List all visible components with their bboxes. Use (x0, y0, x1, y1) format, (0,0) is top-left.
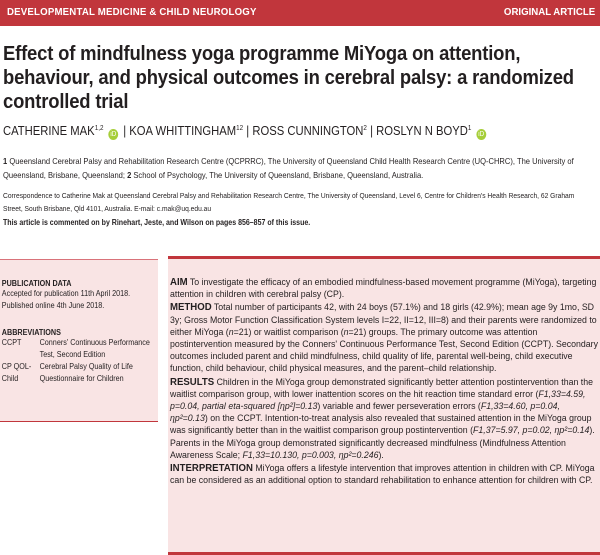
author-separator: | (246, 124, 250, 138)
method-n: n (228, 326, 234, 338)
results-text: ). (378, 449, 384, 461)
affiliation-text: Queensland Cerebral Palsy and Rehabilitation Research Centre (QCPRRC), The University of Queensland Child Health Research Centre (UQ-CHRC), The University of Queensland, Brisbane, Queensland; (3, 156, 574, 180)
method-text: =21) groups. The primary outcome was attention postintervention measured by the Conners' Continuous Performance Test, Second Edition (CCPT). Secondary outcomes included parent and child mindfulness, child quality of life, parental well-being, child executive function, child behaviour, child physical measures, and the parent–child relationship. (170, 326, 598, 375)
statistic: F1,33=10.130, p=0.003, ηp²=0.246 (242, 449, 379, 461)
abbreviations-heading: ABBREVIATIONS (1, 328, 61, 337)
abbreviation-value: Cerebral Palsy Quality of Life Questionnaire for Children (39, 362, 133, 383)
abstract-box (168, 256, 600, 555)
interpretation-text: MiYoga offers a lifestyle intervention that improves attention in children with CP. MiYoga can be considered as an additional option to standard rehabilitation to enhance attention for children with CP. (170, 463, 595, 487)
abstract-aim (170, 276, 600, 301)
aim-text: To investigate the efficacy of an embodied mindfulness-based movement programme (MiYoga), targeting attention in children with cerebral palsy (CP). (170, 277, 597, 301)
author-affiliation-mark: 1,2 (94, 125, 104, 132)
commentary-note: This article is commented on by Rinehart, Jeste, and Wilson on pages 856–857 of this issue. (3, 218, 311, 227)
abstract-method (170, 301, 600, 375)
publication-data-heading: PUBLICATION DATA (1, 279, 72, 288)
abbreviation-value: Conners' Continuous Performance Test, Second Edition (39, 338, 150, 359)
results-text: ) variable and fewer perseveration errors ( (317, 401, 481, 413)
affiliation-number: 1 (3, 156, 8, 166)
author-list (3, 124, 488, 140)
method-text: =21) or waitlist comparison ( (233, 326, 344, 338)
journal-header-bar (0, 0, 600, 26)
author-name[interactable]: CATHERINE MAK (3, 124, 95, 138)
accepted-date: Accepted for publication 11th April 2018. (1, 289, 131, 298)
abstract-text (170, 276, 600, 487)
affiliations (3, 154, 582, 182)
abbreviation-row (2, 337, 160, 361)
abstract-results (170, 376, 600, 462)
orcid-icon[interactable]: iD (110, 131, 117, 138)
statistic: F1,33=4.60, p=0.04, ηp²=0.13 (170, 401, 560, 425)
author-affiliation-mark: 2 (363, 125, 367, 132)
author-name[interactable]: ROSLYN N BOYD (376, 124, 468, 138)
results-text: Children in the MiYoga group demonstrated significantly better attention postintervention than the waitlist comparison group, with lower inattention scores on the hit reaction time standard error ( (170, 376, 593, 400)
title-line-2: behaviour, and physical outcomes in cerebral palsy: a randomized (3, 66, 574, 89)
statistic: F1,33=4.59, p=0.04, partial eta-squared [ηp²]=0.13 (170, 388, 586, 413)
author-affiliation-mark: 1 (467, 125, 472, 132)
author-separator: | (123, 124, 127, 138)
abstract-interpretation (170, 462, 600, 487)
statistic: F1,37=5.97, p=0.02, ηp²=0.14 (473, 425, 590, 437)
method-n: n (343, 326, 349, 338)
aim-label: AIM (170, 276, 188, 288)
published-date: Published online 4th June 2018. (1, 301, 105, 310)
correspondence: Correspondence to Catherine Mak at Queensland Cerebral Palsy and Rehabilitation Research Centre, The University of Queensland, Level 6, Centre for Children's Health Research, 62 Graham Street, South Brisbane, Qld 4101, Australia. E-mail: c.mak@uq.edu.au (3, 191, 575, 213)
affiliation-text: School of Psychology, The University of Queensland, Brisbane, Queensland, Australia. (131, 170, 424, 180)
orcid-icon[interactable]: iD (478, 131, 485, 138)
interpretation-label: INTERPRETATION (170, 462, 253, 475)
results-text: ) on the CCPT. Intention-to-treat analysis also revealed that sustained attention in the MiYoga group was significantly better than in the waitlist comparison group postintervention ( (170, 413, 592, 437)
author-separator: | (370, 124, 373, 138)
abbreviation-row (2, 361, 160, 385)
article-title (3, 42, 574, 114)
affiliation-number: 2 (127, 170, 132, 180)
journal-name: DEVELOPMENTAL MEDICINE & CHILD NEUROLOGY (7, 6, 257, 18)
author-name[interactable]: ROSS CUNNINGTON (252, 124, 364, 138)
method-label: METHOD (170, 301, 212, 314)
abbreviation-key: CP QOL-Child (1, 362, 32, 383)
publication-sidebar (0, 259, 158, 422)
results-label: RESULTS (170, 375, 215, 388)
author-affiliation-mark: 12 (236, 125, 244, 132)
title-line-3: controlled trial (3, 90, 129, 113)
title-line-1: Effect of mindfulness yoga programme MiYoga on attention, (3, 42, 521, 65)
abbreviation-key: CCPT (1, 338, 22, 347)
method-text: Total number of participants 42, with 24 boys (57.1%) and 18 girls (42.9%); mean age 9y 1mo, SD 3y; Gross Motor Function Classification System levels I=22, II=12, III=8) and their parents were randomized to either MiYoga ( (170, 302, 597, 338)
results-text: ). Parents in the MiYoga group demonstrated significantly decreased mindfulness (Mindfulness Attention Awareness Scale; (170, 425, 595, 461)
author-name[interactable]: KOA WHITTINGHAM (129, 124, 237, 138)
article-type: ORIGINAL ARTICLE (503, 6, 595, 18)
